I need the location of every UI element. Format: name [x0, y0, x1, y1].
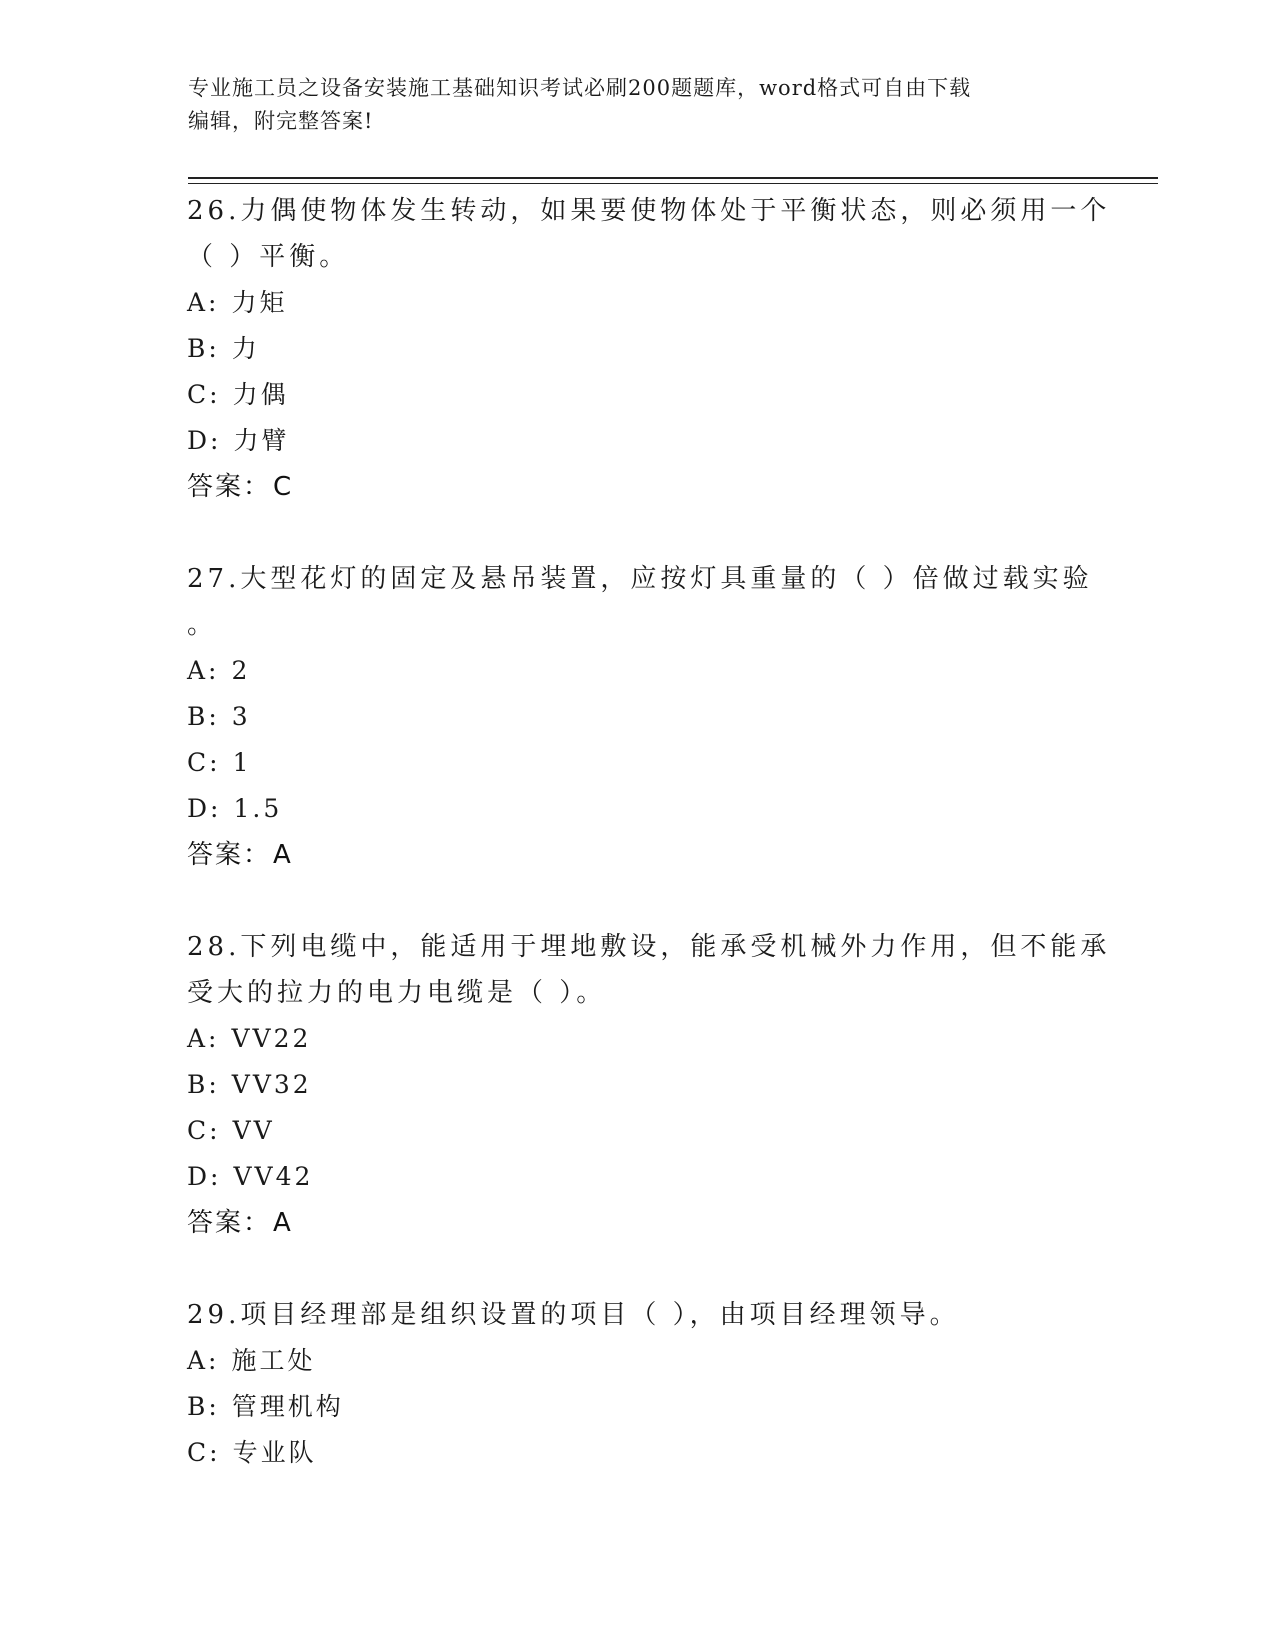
answer-value: C — [273, 472, 294, 502]
option-b — [187, 1062, 1107, 1108]
option-letter: D: — [187, 426, 222, 455]
question-29 — [187, 1292, 1107, 1476]
answer-label: 答案： — [187, 472, 272, 502]
answer-label: 答案： — [187, 1208, 272, 1238]
option-text: 施工处 — [231, 1346, 316, 1375]
option-a — [187, 648, 1107, 694]
answer-line — [187, 1200, 1107, 1246]
option-text: 1.5 — [233, 794, 283, 823]
option-text: VV — [232, 1116, 275, 1145]
option-b — [187, 1384, 1107, 1430]
option-text: 1 — [232, 748, 252, 777]
option-b — [187, 326, 1107, 372]
question-spacer — [187, 510, 1107, 556]
option-b — [187, 694, 1107, 740]
option-text: 力偶 — [232, 380, 289, 409]
option-text: 专业队 — [232, 1438, 317, 1467]
option-letter: B: — [187, 334, 220, 363]
question-spacer — [187, 1246, 1107, 1292]
header-divider-thick — [188, 177, 1158, 179]
question-spacer — [187, 878, 1107, 924]
option-text: 力矩 — [231, 288, 288, 317]
stem-line: 29.项目经理部是组织设置的项目（ ），由项目经理领导。 — [187, 1300, 960, 1330]
option-letter: B: — [187, 702, 220, 731]
option-letter: C: — [187, 380, 221, 409]
header-line-2: 编辑，附完整答案! — [188, 109, 374, 133]
stem-line: 受大的拉力的电力电缆是（ ）。 — [187, 978, 607, 1008]
option-letter: A: — [187, 1346, 220, 1375]
answer-value: A — [273, 840, 293, 870]
question-stem — [187, 188, 1111, 280]
question-stem — [187, 924, 1111, 1016]
option-letter: D: — [187, 794, 222, 823]
option-letter: C: — [187, 1438, 221, 1467]
stem-line: 。 — [187, 610, 218, 640]
option-letter: A: — [187, 656, 220, 685]
question-26 — [187, 188, 1111, 510]
option-text: 管理机构 — [231, 1392, 344, 1421]
document-header — [188, 72, 1088, 138]
question-stem — [187, 1292, 1107, 1338]
option-a — [187, 280, 1107, 326]
option-letter: C: — [187, 748, 221, 777]
option-text: VV22 — [231, 1024, 312, 1053]
option-c — [187, 372, 1107, 418]
option-a — [187, 1338, 1107, 1384]
answer-line — [187, 464, 1107, 510]
option-d — [187, 1154, 1107, 1200]
option-text: 力 — [231, 334, 260, 363]
option-a — [187, 1016, 1107, 1062]
option-c — [187, 1430, 1107, 1476]
header-line-1: 专业施工员之设备安装施工基础知识考试必刷200题题库，word格式可自由下载 — [188, 76, 972, 100]
option-c — [187, 740, 1107, 786]
option-text: VV32 — [231, 1070, 312, 1099]
question-27 — [187, 556, 1107, 878]
answer-value: A — [273, 1208, 293, 1238]
question-stem — [187, 556, 1107, 648]
stem-line: 26.力偶使物体发生转动，如果要使物体处于平衡状态，则必须用一个 — [187, 196, 1111, 226]
option-text: 2 — [231, 656, 251, 685]
question-28 — [187, 924, 1111, 1246]
header-divider-thin — [188, 183, 1158, 184]
answer-line — [187, 832, 1107, 878]
option-letter: A: — [187, 1024, 220, 1053]
option-d — [187, 786, 1107, 832]
option-text: 力臂 — [233, 426, 290, 455]
option-letter: A: — [187, 288, 220, 317]
option-letter: B: — [187, 1392, 220, 1421]
option-d — [187, 418, 1107, 464]
option-c — [187, 1108, 1107, 1154]
option-letter: C: — [187, 1116, 221, 1145]
option-text: 3 — [231, 702, 251, 731]
stem-line: 27.大型花灯的固定及悬吊装置，应按灯具重量的（ ）倍做过载实验 — [187, 564, 1093, 594]
question-list — [187, 188, 1111, 1476]
option-letter: B: — [187, 1070, 220, 1099]
answer-label: 答案： — [187, 840, 272, 870]
stem-line: 28.下列电缆中，能适用于埋地敷设，能承受机械外力作用，但不能承 — [187, 932, 1111, 962]
option-letter: D: — [187, 1162, 222, 1191]
option-text: VV42 — [233, 1162, 314, 1191]
stem-line: （ ）平衡。 — [187, 242, 350, 272]
